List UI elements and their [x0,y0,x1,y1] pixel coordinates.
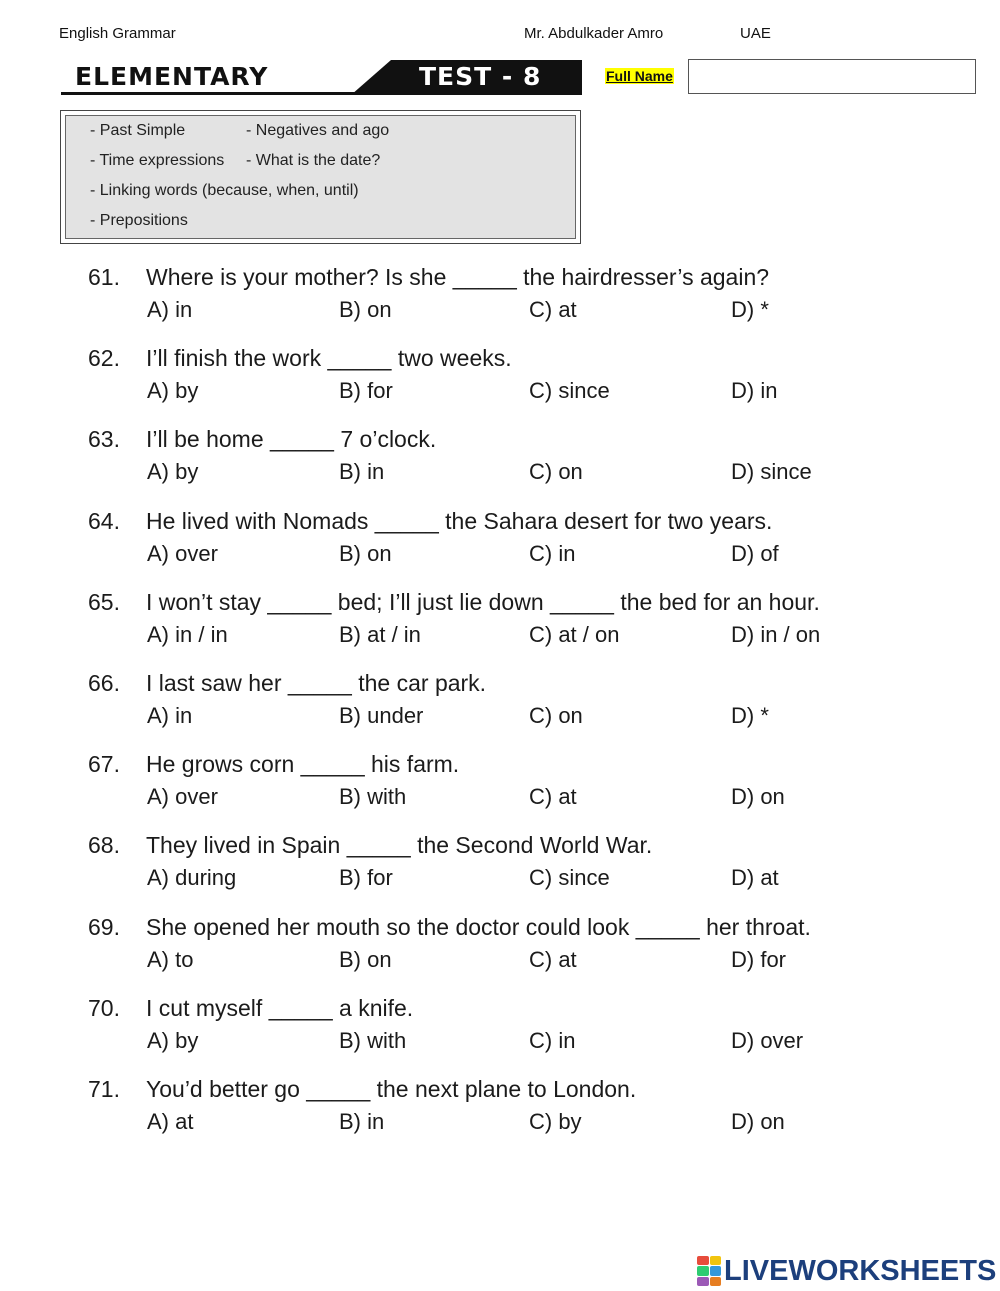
answer-option-c[interactable]: C) at / on [529,622,620,647]
logo-text: LIVEWORKSHEETS [724,1254,997,1287]
topics-box [60,110,581,244]
answer-option-c[interactable]: C) by [529,1109,582,1134]
answer-option-c[interactable]: C) since [529,378,610,403]
answer-option-a[interactable]: A) at [147,1109,194,1134]
question-text: He lived with Nomads _____ the Sahara desert for two years. [146,508,773,534]
header-country: UAE [740,25,771,42]
answer-option-c[interactable]: C) on [529,459,583,484]
test-title: TEST - 8 [419,62,542,91]
title-underline [61,92,582,95]
answer-option-a[interactable]: A) by [147,1028,199,1053]
answer-option-d[interactable]: D) on [731,784,785,809]
liveworksheets-logo [697,1254,996,1288]
answer-option-b[interactable]: B) for [339,378,393,403]
question-number: 71. [88,1076,120,1102]
question-number: 67. [88,751,120,777]
answer-option-b[interactable]: B) on [339,541,392,566]
question-text: I’ll be home _____ 7 o’clock. [146,426,437,452]
topic-past-simple: - Past Simple [90,122,186,139]
answer-option-b[interactable]: B) on [339,947,392,972]
answer-option-a[interactable]: A) by [147,459,199,484]
answer-option-d[interactable]: D) * [731,297,769,322]
answer-option-b[interactable]: B) with [339,784,407,809]
answer-option-b[interactable]: B) at / in [339,622,421,647]
answer-option-c[interactable]: C) since [529,865,610,890]
question-text: He grows corn _____ his farm. [146,751,460,777]
question-number: 63. [88,426,120,452]
answer-option-d[interactable]: D) of [731,541,779,566]
answer-option-a[interactable]: A) over [147,541,218,566]
topic-date: - What is the date? [246,152,381,169]
topic-linking-words: - Linking words (because, when, until) [90,182,359,199]
answer-option-b[interactable]: B) in [339,1109,385,1134]
question-number: 62. [88,345,120,371]
answer-option-c[interactable]: C) at [529,784,577,809]
question-text: I’ll finish the work _____ two weeks. [146,345,512,371]
answer-option-a[interactable]: A) in [147,703,193,728]
topic-prepositions: - Prepositions [90,212,188,229]
answer-option-a[interactable]: A) over [147,784,218,809]
answer-option-a[interactable]: A) in / in [147,622,228,647]
question-number: 64. [88,508,120,534]
answer-option-a[interactable]: A) during [147,865,237,890]
answer-option-d[interactable]: D) since [731,459,812,484]
answer-option-b[interactable]: B) for [339,865,393,890]
question-number: 69. [88,914,120,940]
answer-option-d[interactable]: D) in [731,378,778,403]
topic-time-expressions: - Time expressions [90,152,225,169]
answer-option-b[interactable]: B) under [339,703,424,728]
answer-option-d[interactable]: D) on [731,1109,785,1134]
question-text: They lived in Spain _____ the Second World War. [146,832,653,858]
answer-option-a[interactable]: A) to [147,947,194,972]
answer-option-c[interactable]: C) on [529,703,583,728]
question-text: Where is your mother? Is she _____ the hairdresser’s again? [146,264,770,290]
answer-option-d[interactable]: D) over [731,1028,804,1053]
answer-option-c[interactable]: C) in [529,1028,576,1053]
question-number: 66. [88,670,120,696]
question-number: 65. [88,589,120,615]
answer-option-c[interactable]: C) in [529,541,576,566]
full-name-label: Full Name [606,68,673,84]
header-teacher: Mr. Abdulkader Amro [524,25,664,42]
answer-option-d[interactable]: D) * [731,703,769,728]
question-text: She opened her mouth so the doctor could look _____ her throat. [146,914,811,940]
title-banner [61,60,582,96]
topics-panel [65,115,576,239]
topic-negatives: - Negatives and ago [246,122,390,139]
answer-option-d[interactable]: D) in / on [731,622,821,647]
answer-option-a[interactable]: A) in [147,297,193,322]
question-number: 61. [88,264,120,290]
full-name-input[interactable] [688,59,976,94]
question-text: You’d better go _____ the next plane to London. [146,1076,637,1102]
answer-option-d[interactable]: D) at [731,865,779,890]
answer-option-a[interactable]: A) by [147,378,199,403]
question-text: I cut myself _____ a knife. [146,995,414,1021]
liveworksheets-icon [697,1256,721,1286]
answer-option-d[interactable]: D) for [731,947,786,972]
question-number: 68. [88,832,120,858]
question-text: I won’t stay _____ bed; I’ll just lie down _____ the bed for an hour. [146,589,820,615]
answer-option-b[interactable]: B) with [339,1028,407,1053]
level-title: ELEMENTARY [75,62,269,91]
answer-option-b[interactable]: B) on [339,297,392,322]
header-subject: English Grammar [59,25,176,42]
answer-option-c[interactable]: C) at [529,947,577,972]
question-number: 70. [88,995,120,1021]
question-text: I last saw her _____ the car park. [146,670,487,696]
answer-option-b[interactable]: B) in [339,459,385,484]
answer-option-c[interactable]: C) at [529,297,577,322]
